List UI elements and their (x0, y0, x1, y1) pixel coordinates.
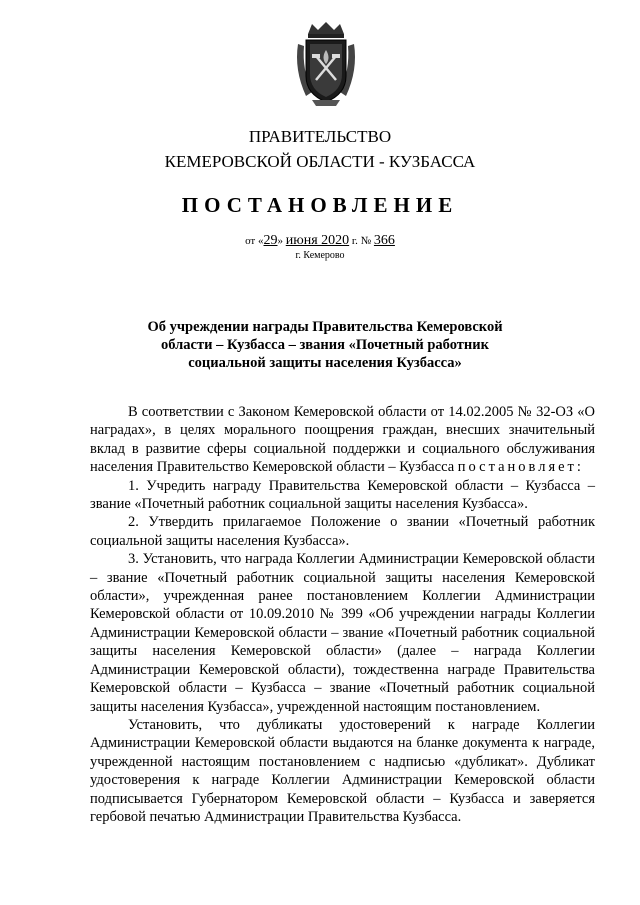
document-number: 366 (373, 233, 395, 248)
body-text: В соответствии с Законом Кемеровской области от 14.02.2005 № 32-ОЗ «О наградах», в целях морального поощрения граждан, внесших значительный вклад в развитие сферы социальной поддержки и социального обслуживания населения Правительство Кемеровской области – Кузбасса (90, 404, 595, 476)
subject-line: области – Кузбасса – звания «Почетный работник (161, 337, 489, 353)
date-day: 29 (263, 233, 278, 248)
body-paragraph: 3. Установить, что награда Коллегии Администрации Кемеровской области – звание «Почетный работник социальной защиты населения Кемеровской области», учрежденная ранее постановлением Коллегии Администрации Кемеровской области от 10.09.2010 № 399 «Об учреждении награды Коллегии Администрации Кемеровской области – звание «Почетный работник социальной защиты населения Кемеровской области» (далее – награда Коллегии Администрации Кемеровской области), тождественна награде Правительства Кемеровской области – Кузбасса – звание «Почетный работник социальной защиты населения Кузбасса», учрежденной настоящим постановлением. (90, 551, 595, 715)
date-suffix: г. № (349, 235, 374, 247)
date-number-line (0, 234, 640, 248)
subject-line: Об учреждении награды Правительства Кемеровской (147, 319, 503, 335)
decree-word: постановляет: (457, 459, 584, 476)
body-paragraph: 1. Учредить награду Правительства Кемеровской области – Кузбасса – звание «Почетный работник социальной защиты населения Кузбасса». (90, 477, 595, 513)
body-paragraph: 2. Утвердить прилагаемое Положение о звании «Почетный работник социальной защиты населения Кузбасса». (90, 514, 595, 549)
government-name-line1: ПРАВИТЕЛЬСТВО (248, 127, 392, 146)
date-month-year: июня 2020 (285, 233, 350, 248)
government-name-line2: КЕМЕРОВСКОЙ ОБЛАСТИ - КУЗБАССА (164, 152, 476, 171)
subject-line: социальной защиты населения Кузбасса» (188, 355, 462, 371)
document-type-title: ПОСТАНОВЛЕНИЕ (181, 193, 459, 217)
date-prefix: от « (245, 235, 264, 247)
date-mid: » (277, 235, 286, 247)
kuzbass-coat-of-arms-icon (292, 20, 360, 108)
document-subject (120, 318, 530, 372)
city-name: г. Кемерово (295, 250, 345, 261)
body-paragraph: Установить, что дубликаты удостоверений к награде Коллегии Администрации Кемеровской области выдаются на бланке документа к награде, учрежденной настоящим постановлением с надписью «дубликат». Дубликат удостоверения к награде Коллегии Администрации Кемеровской области подписывается Губернатором Кемеровской области – Кузбасса и заверяется гербовой печатью Администрации Правительства Кузбасса. (90, 716, 595, 825)
document-body (90, 403, 595, 826)
body-paragraph (90, 403, 595, 477)
